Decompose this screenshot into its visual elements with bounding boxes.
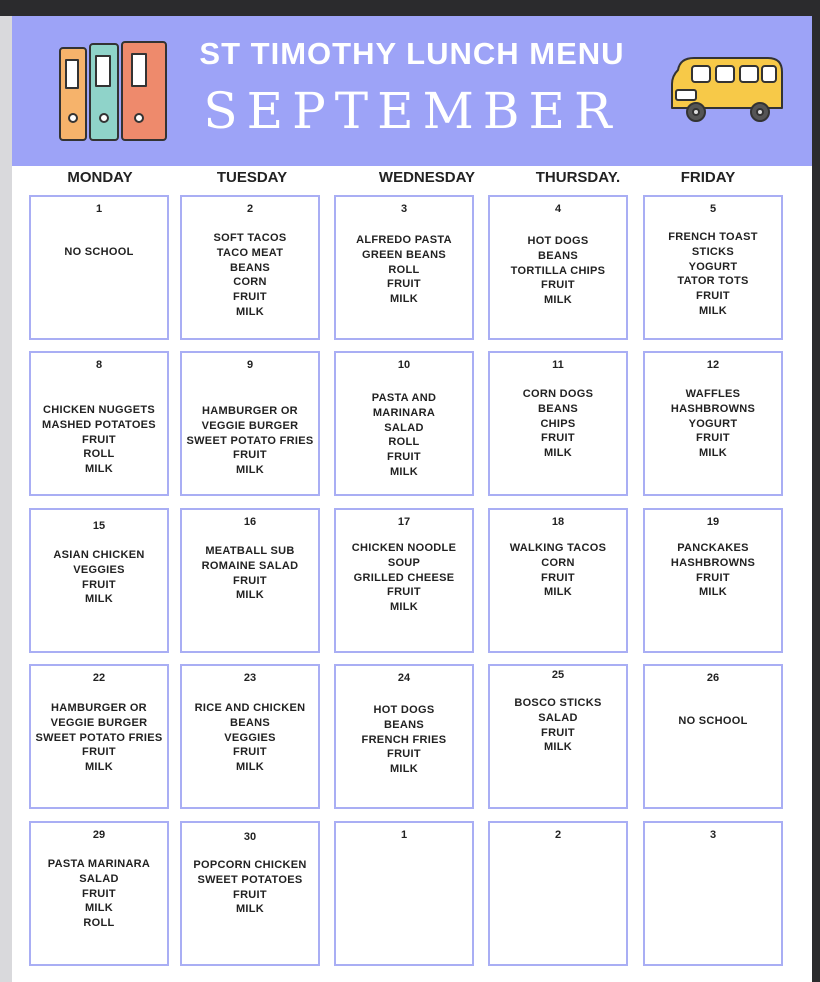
menu-item: MARINARA <box>372 406 436 419</box>
day-cell <box>334 664 474 809</box>
day-cell <box>643 664 783 809</box>
day-number: 17 <box>397 516 411 528</box>
day-cell <box>643 508 783 653</box>
menu-item: SOUP <box>387 556 421 569</box>
menu-page <box>12 16 812 982</box>
menu-item: BEANS <box>229 716 270 729</box>
menu-item: STICKS <box>691 245 735 258</box>
menu-item: FRUIT <box>233 746 267 759</box>
menu-item: BEANS <box>383 718 424 731</box>
day-number: 15 <box>92 520 106 532</box>
menu-item: MILK <box>84 463 114 476</box>
day-cell <box>29 821 169 966</box>
menu-item: FRUIT <box>541 571 575 584</box>
menu-item: CHICKEN NUGGETS <box>42 404 156 416</box>
menu-item: ROMAINE SALAD <box>201 559 299 572</box>
menu-item: BOSCO STICKS <box>514 697 602 709</box>
day-number: 30 <box>243 831 257 843</box>
day-number: 12 <box>706 359 720 371</box>
menu-item: PASTA MARINARA <box>47 858 151 870</box>
menu-item: SWEET POTATO FRIES <box>35 731 163 744</box>
menu-item: FRENCH FRIES <box>361 733 447 746</box>
menu-item: ASIAN CHICKEN <box>53 549 145 561</box>
menu-item: FRUIT <box>82 746 116 759</box>
menu-item: FRUIT <box>541 279 575 292</box>
menu-item: FRUIT <box>387 451 421 464</box>
menu-item: FRUIT <box>233 449 267 462</box>
day-cell <box>180 508 320 653</box>
menu-item: MILK <box>389 763 419 776</box>
school-title: ST TIMOTHY LUNCH MENU <box>199 36 625 71</box>
menu-item: TACO MEAT <box>216 246 284 259</box>
menu-item: POPCORN CHICKEN <box>193 859 307 871</box>
day-number: 23 <box>243 672 257 684</box>
menu-item: SWEET POTATO FRIES <box>186 434 314 447</box>
menu-item: FRUIT <box>82 578 116 591</box>
day-cell <box>488 508 628 653</box>
day-number: 8 <box>95 359 103 371</box>
menu-item: MILK <box>235 903 265 916</box>
day-number: 1 <box>400 829 408 841</box>
day-header-thursday: THURSDAY. <box>535 169 621 186</box>
menu-item: MILK <box>235 464 265 477</box>
day-cell <box>180 351 320 496</box>
day-number: 19 <box>706 516 720 528</box>
menu-item: FRUIT <box>233 574 267 587</box>
day-cell <box>334 508 474 653</box>
menu-item: ROLL <box>83 448 115 461</box>
day-cell <box>488 821 628 966</box>
day-number: 18 <box>551 516 565 528</box>
month-title: SEPTEMBER <box>203 82 621 140</box>
menu-item: NO SCHOOL <box>64 246 134 258</box>
menu-item: WALKING TACOS <box>509 542 607 554</box>
menu-item: FRUIT <box>82 887 116 900</box>
menu-item: MILK <box>235 305 265 318</box>
menu-item: SWEET POTATOES <box>197 873 303 886</box>
menu-item: NO SCHOOL <box>678 715 748 727</box>
menu-item: SALAD <box>384 421 424 434</box>
day-cell <box>180 664 320 809</box>
day-cell <box>180 821 320 966</box>
menu-item: FRUIT <box>696 571 730 584</box>
menu-item: VEGGIE BURGER <box>201 419 299 432</box>
menu-item: FRUIT <box>541 726 575 739</box>
menu-item: CORN <box>233 276 267 289</box>
day-number: 2 <box>246 203 254 215</box>
menu-item: MILK <box>235 589 265 602</box>
day-number: 16 <box>243 516 257 528</box>
menu-item: CORN DOGS <box>522 388 594 400</box>
menu-item: YOGURT <box>688 417 738 430</box>
menu-item: HOT DOGS <box>373 704 435 716</box>
day-number: 11 <box>552 359 564 371</box>
menu-item: HAMBURGER OR <box>202 405 298 417</box>
background-strip <box>0 16 12 982</box>
day-number: 4 <box>554 203 562 215</box>
menu-item: MILK <box>235 761 265 774</box>
menu-item: FRENCH TOAST <box>668 231 758 243</box>
menu-item: VEGGIES <box>73 563 125 576</box>
day-number: 2 <box>554 829 562 841</box>
menu-item: PANCKAKES <box>677 542 749 554</box>
menu-item: ROLL <box>388 263 420 276</box>
menu-item: BEANS <box>537 402 578 415</box>
day-header-tuesday: TUESDAY <box>216 169 288 186</box>
menu-item: MILK <box>698 304 728 317</box>
day-number: 26 <box>706 672 720 684</box>
menu-item: FRUIT <box>387 748 421 761</box>
day-number: 1 <box>95 203 103 215</box>
menu-item: MILK <box>698 447 728 460</box>
menu-item: MILK <box>84 593 114 606</box>
day-number: 10 <box>397 359 411 371</box>
menu-item: FRUIT <box>387 278 421 291</box>
menu-item: FRUIT <box>696 432 730 445</box>
menu-item: HAMBURGER OR <box>51 702 147 714</box>
day-cell <box>29 351 169 496</box>
school-bus-icon <box>664 50 786 130</box>
menu-item: PASTA AND <box>371 392 437 404</box>
day-number: 25 <box>551 669 565 681</box>
menu-item: ROLL <box>83 917 115 930</box>
day-cell <box>29 508 169 653</box>
menu-item: FRUIT <box>82 433 116 446</box>
day-cell <box>29 195 169 340</box>
menu-item: TORTILLA CHIPS <box>510 264 606 277</box>
day-number: 3 <box>400 203 408 215</box>
menu-item: RICE AND CHICKEN <box>194 702 306 714</box>
menu-item: HASHBROWNS <box>670 556 756 569</box>
menu-item: MEATBALL SUB <box>205 545 295 557</box>
menu-item: TATOR TOTS <box>677 275 749 288</box>
day-cell <box>643 195 783 340</box>
day-header-wednesday: WEDNESDAY <box>378 169 476 186</box>
menu-item: SALAD <box>79 872 119 885</box>
menu-item: MILK <box>389 465 419 478</box>
day-header-monday: MONDAY <box>67 169 133 186</box>
day-cell <box>488 351 628 496</box>
menu-item: ALFREDO PASTA <box>356 234 452 246</box>
day-cell <box>488 195 628 340</box>
day-cell <box>29 664 169 809</box>
menu-item: BEANS <box>229 261 270 274</box>
menu-item: HASHBROWNS <box>670 402 756 415</box>
menu-item: MILK <box>543 586 573 599</box>
menu-item: VEGGIE BURGER <box>50 716 148 729</box>
menu-item: SOFT TACOS <box>213 232 287 244</box>
menu-item: GREEN BEANS <box>362 248 446 261</box>
day-cell <box>643 351 783 496</box>
day-number: 3 <box>709 829 717 841</box>
menu-item: MILK <box>84 902 114 915</box>
menu-item: GRILLED CHEESE <box>353 571 455 584</box>
menu-item: MILK <box>698 586 728 599</box>
menu-item: ROLL <box>388 436 420 449</box>
menu-item: BEANS <box>537 249 578 262</box>
menu-item: CORN <box>541 556 575 569</box>
day-number: 29 <box>92 829 106 841</box>
menu-item: MILK <box>543 741 573 754</box>
menu-item: FRUIT <box>541 432 575 445</box>
day-number: 24 <box>397 672 411 684</box>
day-cell <box>643 821 783 966</box>
day-number: 22 <box>92 672 106 684</box>
menu-item: FRUIT <box>233 888 267 901</box>
menu-item: MASHED POTATOES <box>42 418 156 431</box>
menu-item: FRUIT <box>696 290 730 303</box>
menu-item: HOT DOGS <box>527 235 589 247</box>
day-header-friday: FRIDAY <box>680 169 736 186</box>
menu-item: MILK <box>543 447 573 460</box>
menu-item: SALAD <box>538 711 578 724</box>
menu-item: FRUIT <box>233 291 267 304</box>
day-cell <box>488 664 628 809</box>
menu-item: MILK <box>543 294 573 307</box>
menu-item: YOGURT <box>688 260 738 273</box>
day-number: 5 <box>709 203 717 215</box>
menu-item: MILK <box>389 601 419 614</box>
menu-item: WAFFLES <box>685 388 741 400</box>
header-banner <box>12 16 812 166</box>
menu-item: CHIPS <box>540 417 576 430</box>
menu-item: FRUIT <box>387 586 421 599</box>
menu-item: CHICKEN NOODLE <box>351 542 457 554</box>
day-cell <box>334 351 474 496</box>
menu-item: MILK <box>84 761 114 774</box>
day-cell <box>334 195 474 340</box>
day-cell <box>180 195 320 340</box>
day-number: 9 <box>246 359 254 371</box>
menu-item: MILK <box>389 293 419 306</box>
day-cell <box>334 821 474 966</box>
menu-item: VEGGIES <box>224 731 276 744</box>
